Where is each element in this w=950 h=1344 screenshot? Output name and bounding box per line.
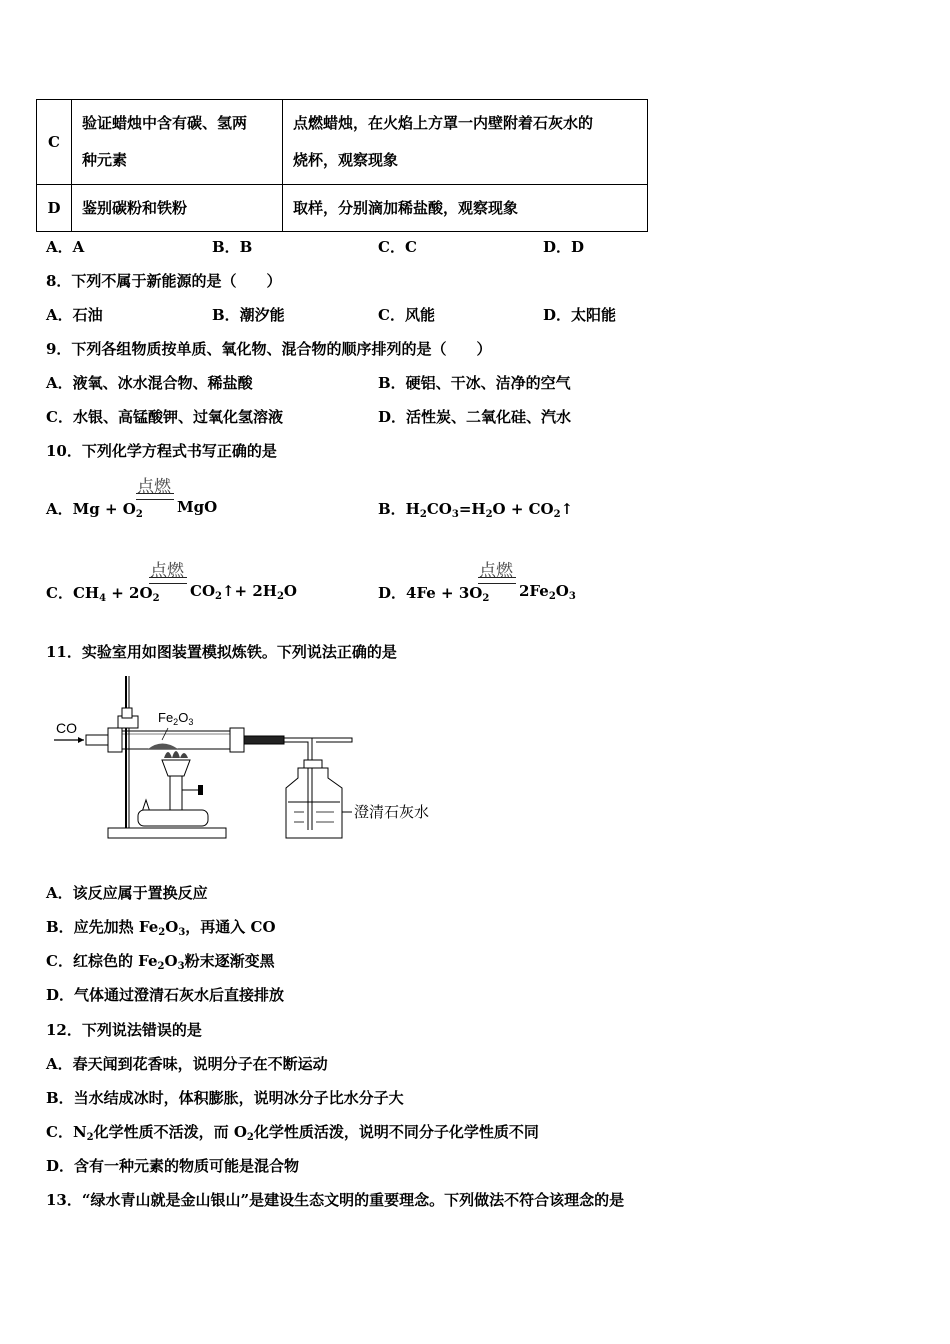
burner-base bbox=[138, 810, 208, 826]
q10-option-d bbox=[378, 582, 489, 603]
method-line: 点燃蜡烛，在火焰上方罩一内壁附着石灰水的 bbox=[293, 114, 594, 132]
subscript: 3 bbox=[177, 961, 185, 972]
fe2o3-powder bbox=[148, 744, 178, 750]
subscript: 2 bbox=[246, 1132, 254, 1143]
q10-option-d-product bbox=[519, 582, 576, 600]
table-row bbox=[37, 185, 648, 232]
row-label: D bbox=[37, 185, 72, 232]
formula-text: + 2O bbox=[106, 584, 153, 602]
q12-stem: 12．下列说法错误的是 bbox=[46, 1021, 202, 1039]
q10-option-b bbox=[378, 498, 573, 519]
option-text: O bbox=[165, 918, 179, 936]
q7-option-c: C．C bbox=[378, 238, 417, 256]
alcohol-lamp-flame bbox=[164, 751, 188, 758]
subscript: 2 bbox=[276, 591, 284, 602]
subscript: 2 bbox=[553, 509, 561, 520]
q7-option-b: B．B bbox=[212, 238, 253, 256]
option-text: B．应先加热 Fe bbox=[46, 918, 159, 936]
formula-text: C．CH bbox=[46, 584, 100, 602]
method-line: 烧杯，观察现象 bbox=[293, 151, 399, 169]
formula-text: D．4Fe + 3O bbox=[378, 584, 483, 602]
formula-text: O bbox=[555, 582, 569, 600]
formula-text: O + CO bbox=[492, 500, 554, 518]
reaction-condition: 点燃 bbox=[150, 561, 184, 581]
formula-text: ↑ bbox=[560, 500, 574, 518]
subscript: 3 bbox=[178, 927, 186, 938]
subscript: 2 bbox=[135, 509, 143, 520]
subscript: 2 bbox=[485, 509, 493, 520]
q8-option-c: C．风能 bbox=[378, 306, 435, 324]
q8-option-b: B．潮汐能 bbox=[212, 306, 285, 324]
subscript: 4 bbox=[99, 593, 107, 604]
subscript: 3 bbox=[568, 591, 576, 602]
purpose-line: 验证蜡烛中含有碳、氢两 bbox=[82, 114, 248, 132]
purpose-cell: 鉴别碳粉和铁粉 bbox=[72, 185, 283, 232]
q8-option-a: A．石油 bbox=[46, 306, 103, 324]
option-text: 粉末逐渐变黑 bbox=[184, 952, 275, 970]
formula-text: O bbox=[283, 582, 297, 600]
subscript: 2 bbox=[419, 509, 427, 520]
q12-option-a: A．春天闻到花香味，说明分子在不断运动 bbox=[46, 1055, 328, 1073]
subscript: 2 bbox=[548, 591, 556, 602]
subscript: 2 bbox=[158, 927, 166, 938]
q12-option-b: B．当水结成冰时，体积膨胀，说明冰分子比水分子大 bbox=[46, 1089, 404, 1107]
formula-text: CO bbox=[426, 500, 452, 518]
q11-option-b bbox=[46, 916, 276, 937]
q7-option-d: D．D bbox=[543, 238, 585, 256]
q10-option-a-product: MgO bbox=[177, 498, 218, 516]
stand-base bbox=[108, 828, 226, 838]
purpose-line: 种元素 bbox=[82, 151, 128, 169]
subscript: 2 bbox=[215, 591, 222, 602]
reaction-condition: 点燃 bbox=[137, 477, 171, 497]
glass-tube bbox=[122, 731, 230, 749]
method-cell: 取样，分别滴加稀盐酸，观察现象 bbox=[283, 185, 648, 232]
gas-washing-bottle bbox=[286, 768, 342, 838]
limewater-label: 澄清石灰水 bbox=[354, 804, 430, 821]
q9-option-b: B．硬铝、干冰、洁净的空气 bbox=[378, 374, 571, 392]
purpose-cell bbox=[72, 100, 283, 185]
q11-option-c bbox=[46, 950, 275, 971]
formula-text: B．H bbox=[378, 500, 420, 518]
q7-option-a: A．A bbox=[46, 238, 85, 256]
method-cell bbox=[283, 100, 648, 185]
subscript: 3 bbox=[451, 509, 459, 520]
q9-option-d: D．活性炭、二氧化硅、汽水 bbox=[378, 408, 572, 426]
q12-option-c bbox=[46, 1121, 539, 1142]
q10-option-c-product bbox=[190, 582, 297, 600]
reaction-condition: 点燃 bbox=[479, 561, 513, 581]
q9-stem: 9．下列各组物质按单质、氧化物、混合物的顺序排列的是（ ） bbox=[46, 340, 492, 358]
table-row bbox=[37, 100, 648, 185]
formula-text: CO bbox=[190, 582, 216, 600]
row-label: C bbox=[37, 100, 72, 185]
q11-stem: 11．实验室用如图装置模拟炼铁。下列说法正确的是 bbox=[46, 643, 397, 661]
option-text: C．红棕色的 Fe bbox=[46, 952, 158, 970]
q9-option-a: A．液氧、冰水混合物、稀盐酸 bbox=[46, 374, 253, 392]
experiment-table bbox=[36, 99, 648, 232]
q8-option-d: D．太阳能 bbox=[543, 306, 617, 324]
q10-stem: 10．下列化学方程式书写正确的是 bbox=[46, 442, 277, 460]
q12-option-d: D．含有一种元素的物质可能是混合物 bbox=[46, 1157, 300, 1175]
option-text: 化学性质活泼，说明不同分子化学性质不同 bbox=[253, 1123, 539, 1141]
formula-text: 2Fe bbox=[519, 582, 549, 600]
arrow-head-icon bbox=[78, 737, 84, 743]
q10-option-a bbox=[46, 498, 143, 519]
option-text: C．N bbox=[46, 1123, 87, 1141]
option-text: O bbox=[164, 952, 178, 970]
q8-stem: 8．下列不属于新能源的是（ ） bbox=[46, 272, 282, 290]
subscript: 2 bbox=[86, 1132, 94, 1143]
co-label: CO bbox=[56, 720, 77, 736]
formula-text: ↑+ 2H bbox=[221, 582, 277, 600]
subscript: 2 bbox=[482, 593, 490, 604]
q9-option-c: C．水银、高锰酸钾、过氧化氢溶液 bbox=[46, 408, 283, 426]
q11-option-a: A．该反应属于置换反应 bbox=[46, 884, 208, 902]
option-text: 化学性质不活泼，而 O bbox=[93, 1123, 247, 1141]
subscript: 2 bbox=[157, 961, 165, 972]
option-text: ，再通入 CO bbox=[185, 918, 276, 936]
q13-stem: 13．“绿水青山就是金山银山”是建设生态文明的重要理念。下列做法不符合该理念的是 bbox=[46, 1191, 625, 1209]
formula-text: A．Mg + O bbox=[46, 500, 136, 518]
q11-option-d: D．气体通过澄清石灰水后直接排放 bbox=[46, 986, 285, 1004]
formula-text: =H bbox=[458, 500, 486, 518]
q10-option-c bbox=[46, 582, 160, 603]
iron-smelting-apparatus bbox=[50, 672, 470, 844]
fe2o3-label: $Fe_2O_3$ bbox=[158, 710, 194, 727]
subscript: 2 bbox=[152, 593, 160, 604]
